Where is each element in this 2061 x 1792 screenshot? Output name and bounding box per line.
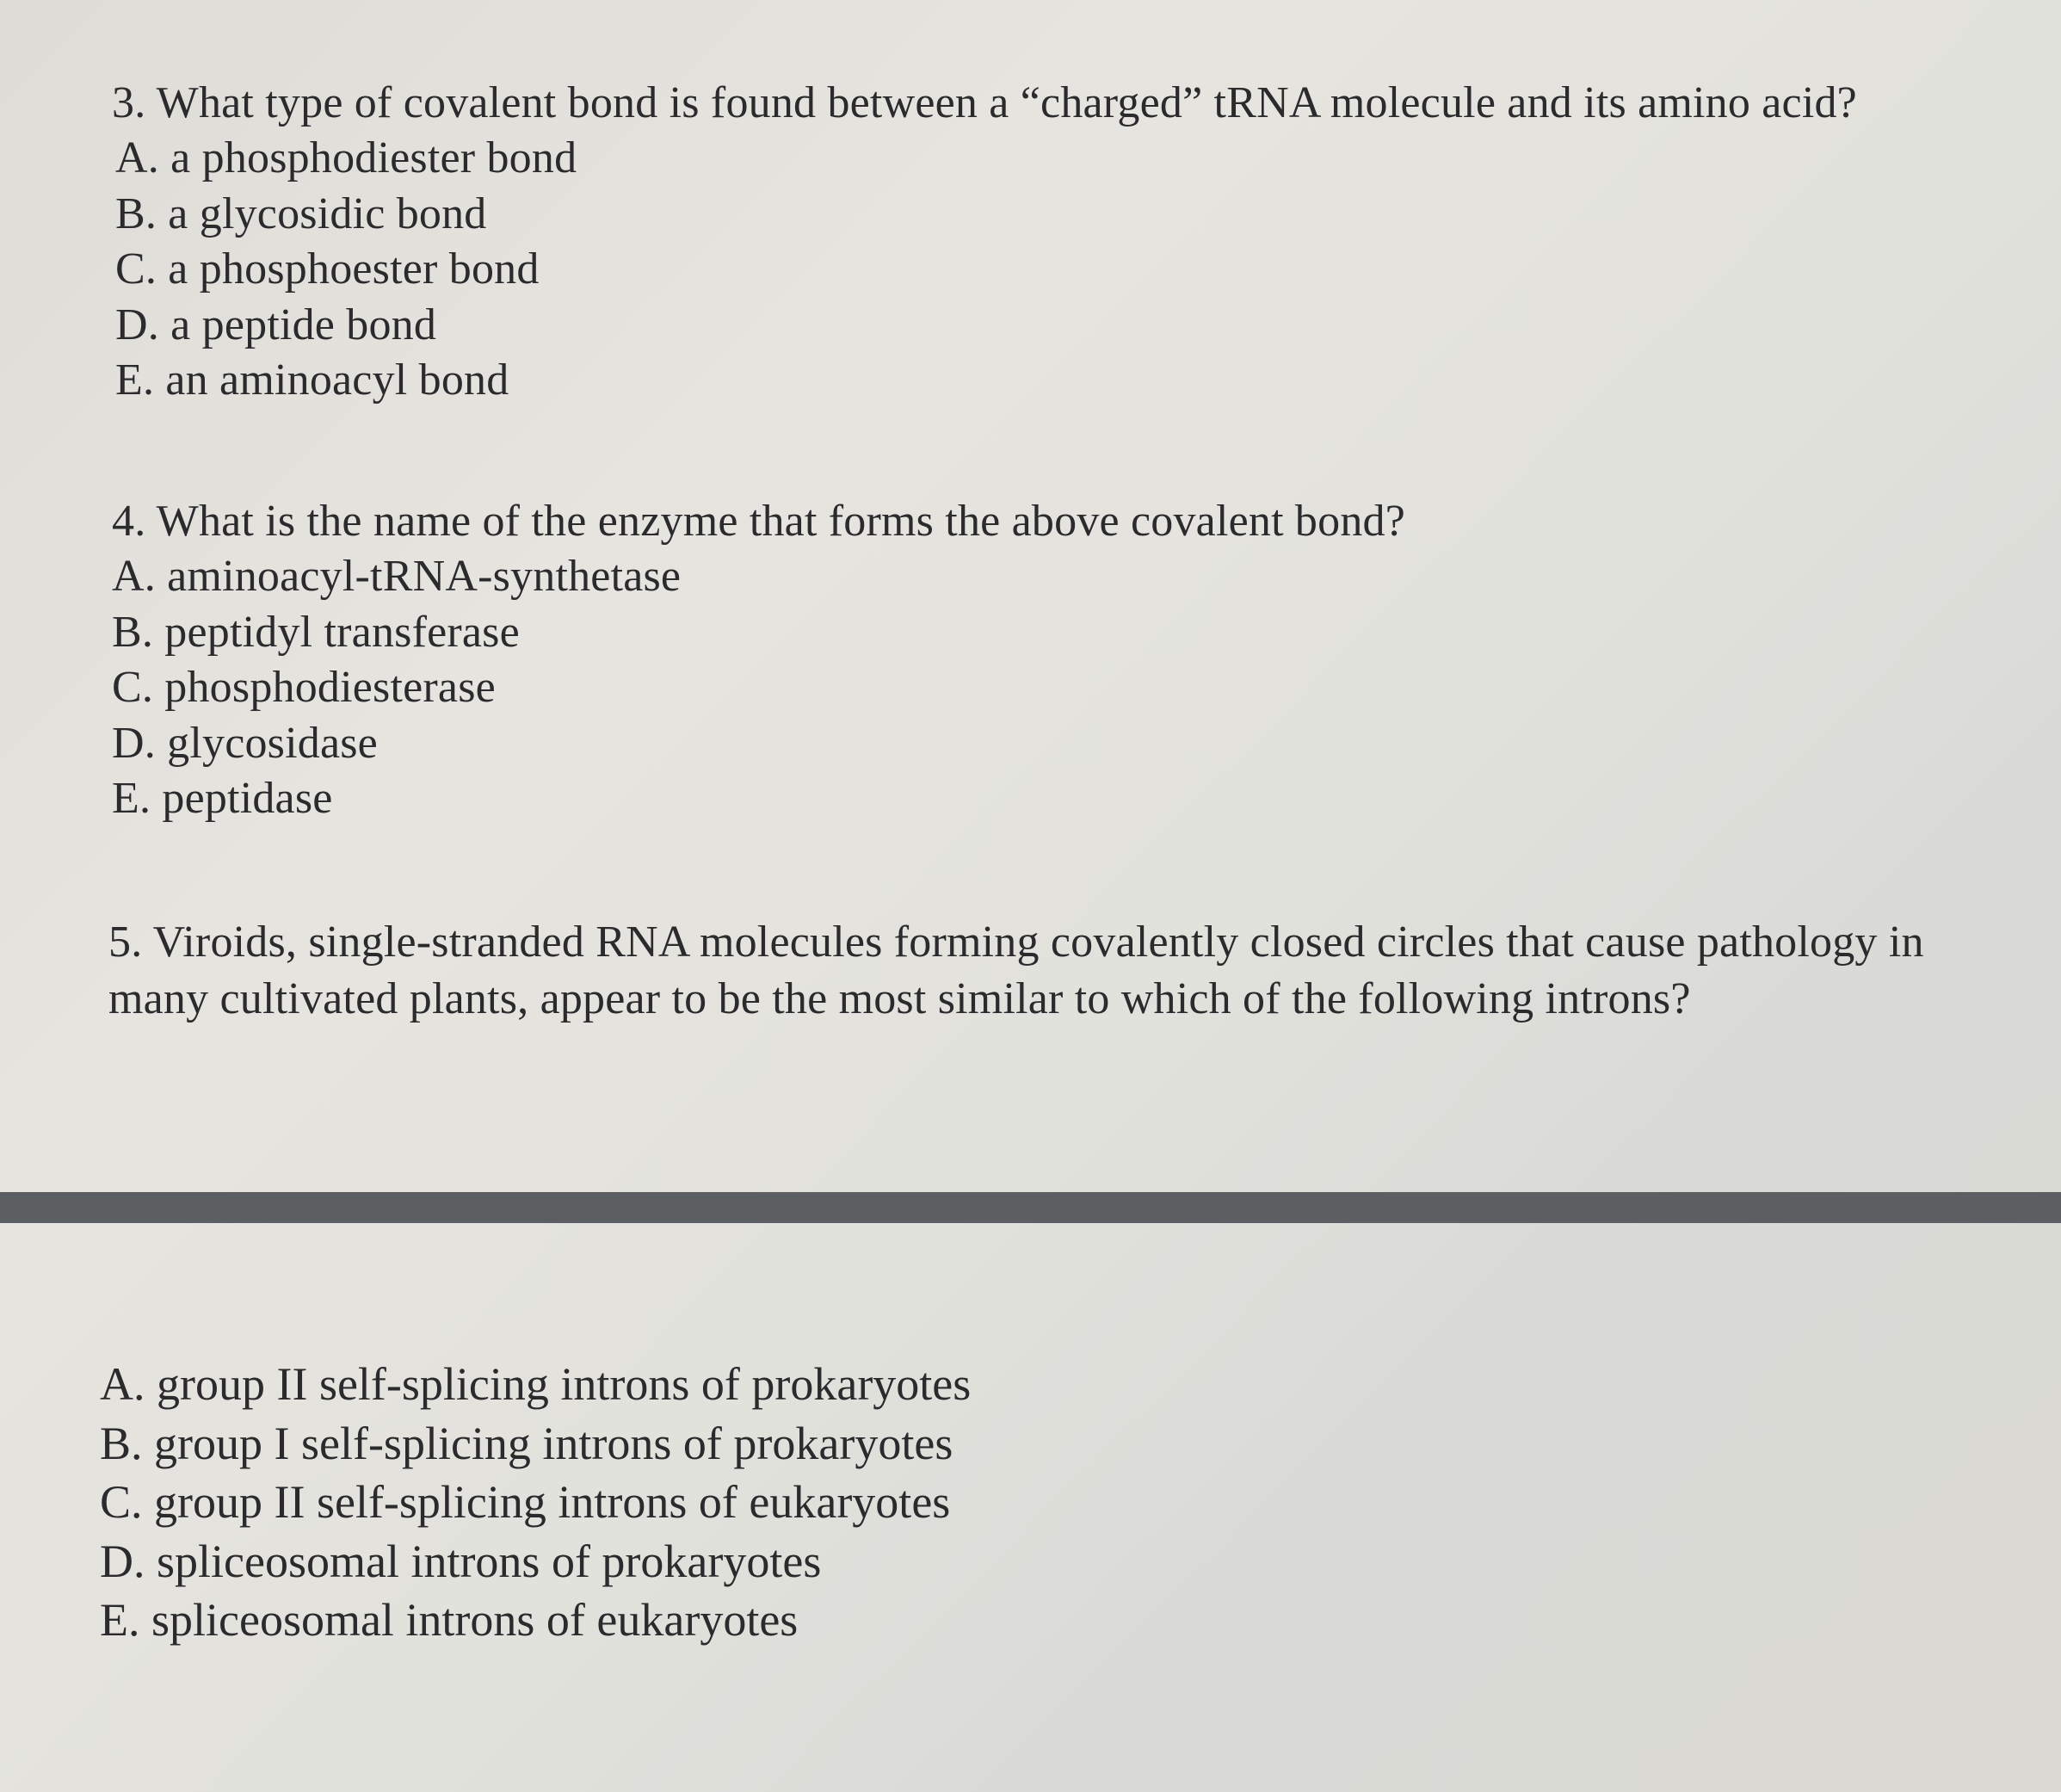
question-5-option-c: C. group II self-splicing introns of eukaryotes: [100, 1476, 951, 1528]
question-5-option-b: B. group I self-splicing introns of prokaryotes: [100, 1417, 953, 1469]
question-3-option-b: B. a glycosidic bond: [115, 188, 487, 238]
question-3-options: [112, 131, 1857, 409]
question-5-stem-line-1: 5. Viroids, single-stranded RNA molecules forming covalently closed circles that cause pathology in: [108, 918, 1924, 967]
question-3-option-d: D. a peptide bond: [115, 300, 437, 349]
question-5-stem-line-2: many cultivated plants, appear to be the most similar to which of the following introns?: [108, 974, 1691, 1023]
question-5-option-a: A. group II self-splicing introns of prokaryotes: [100, 1358, 972, 1410]
question-5-options: [100, 1355, 971, 1650]
question-4-options: [112, 549, 1405, 827]
question-5-option-e: E. spliceosomal introns of eukaryotes: [100, 1594, 799, 1646]
question-4-stem: 4. What is the name of the enzyme that forms the above covalent bond?: [112, 497, 1406, 546]
question-4-option-b: B. peptidyl transferase: [112, 607, 520, 657]
question-3-option-e: E. an aminoacyl bond: [115, 355, 509, 405]
question-3-option-a: A. a phosphodiester bond: [115, 133, 577, 182]
question-5-option-d: D. spliceosomal introns of prokaryotes: [100, 1535, 822, 1587]
question-4-option-a: A. aminoacyl-tRNA-synthetase: [112, 552, 682, 601]
page-divider: [0, 1192, 2061, 1223]
question-5-options-block: [100, 1355, 971, 1650]
question-5: [108, 914, 2053, 1028]
question-3-stem: 3. What type of covalent bond is found between a “charged” tRNA molecule and its amino acid?: [112, 78, 1857, 127]
question-4-option-e: E. peptidase: [112, 774, 333, 823]
question-4: [112, 494, 1405, 827]
question-4-option-d: D. glycosidase: [112, 718, 378, 768]
question-4-option-c: C. phosphodiesterase: [112, 663, 496, 712]
question-3: [112, 76, 1857, 409]
question-3-option-c: C. a phosphoester bond: [115, 244, 540, 294]
